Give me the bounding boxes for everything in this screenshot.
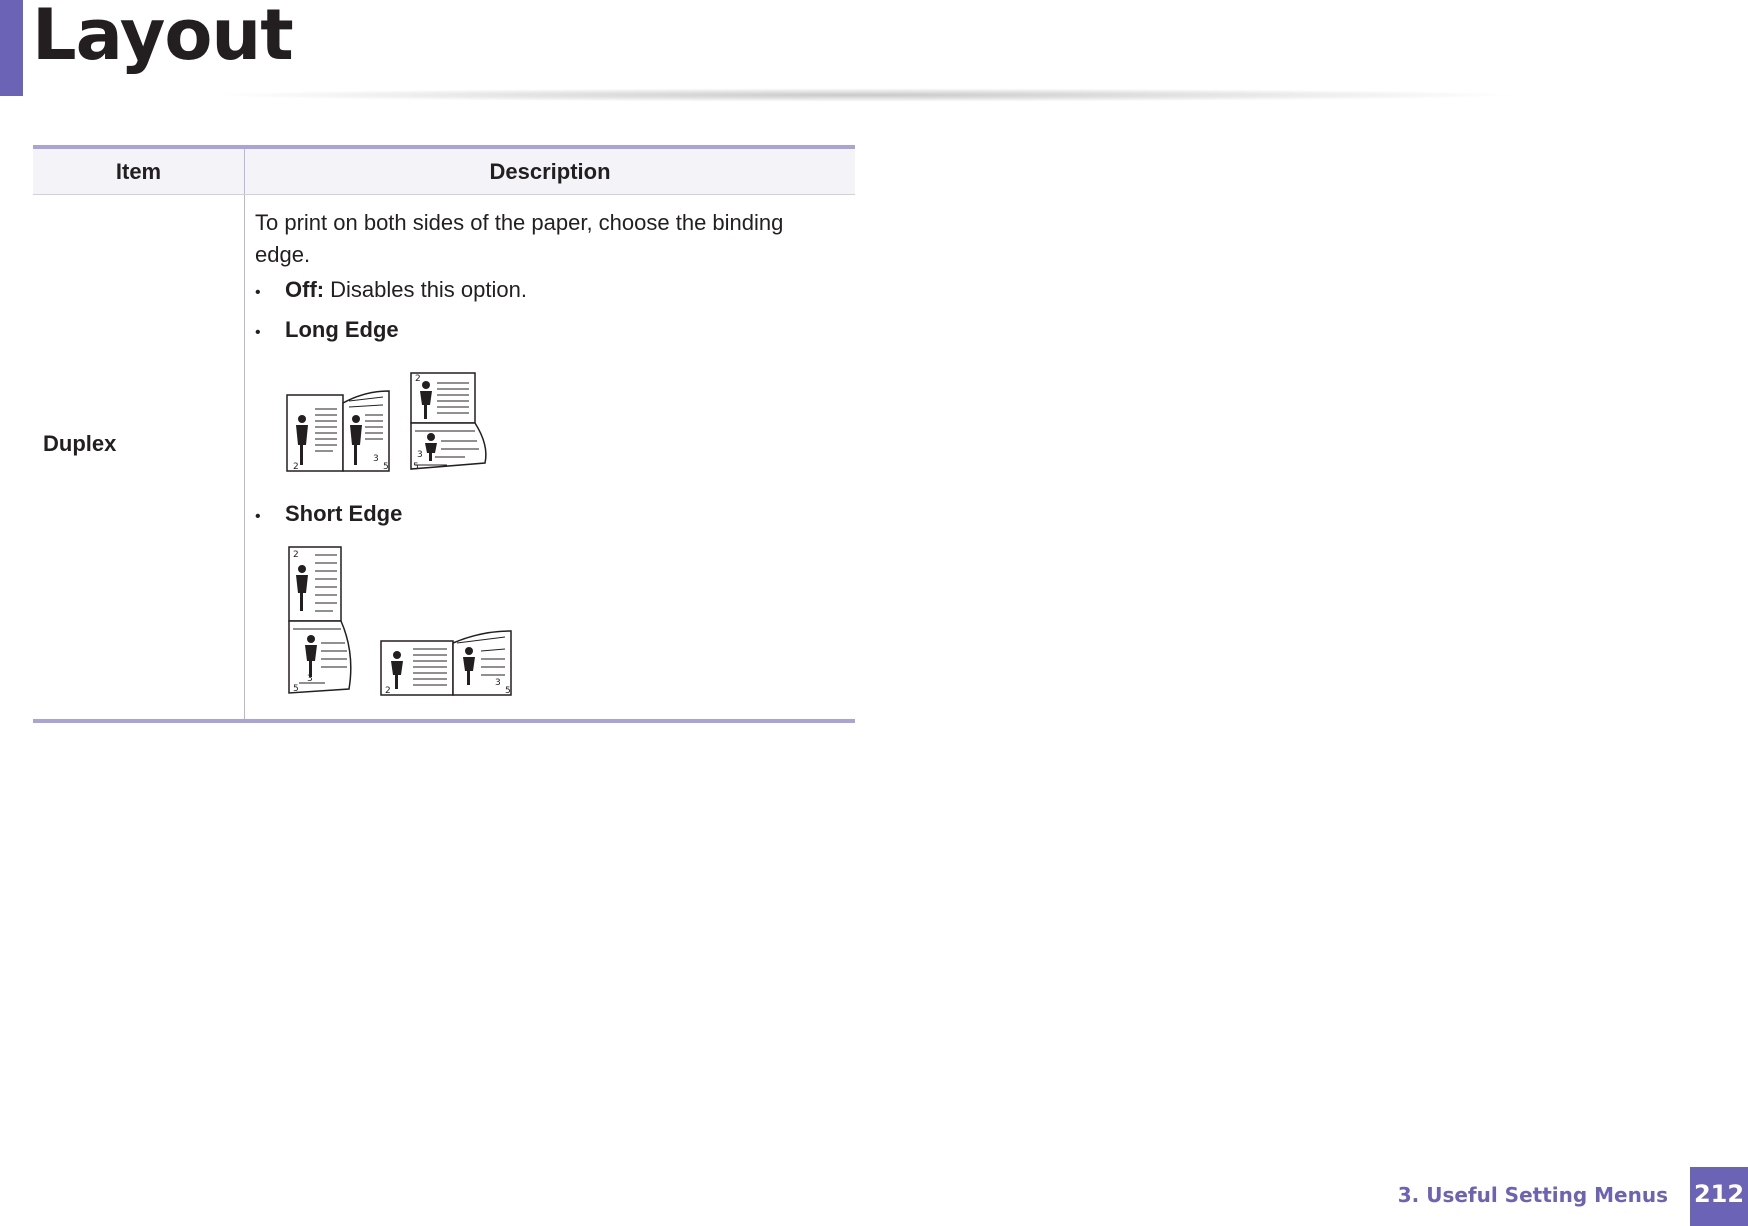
option-short-edge [255, 499, 408, 532]
option-long-edge-label: Long Edge [285, 317, 399, 342]
svg-text:5: 5 [293, 684, 299, 694]
header-description: Description [489, 159, 611, 184]
option-off [255, 275, 527, 308]
option-off-text: Disables this option. [330, 277, 527, 302]
svg-text:3: 3 [417, 450, 423, 460]
svg-text:5: 5 [383, 462, 389, 472]
item-cell [33, 195, 245, 719]
svg-text:3: 3 [373, 454, 379, 464]
svg-text:2: 2 [385, 686, 391, 696]
option-long-edge [255, 315, 405, 348]
long-edge-binding-icon [285, 365, 515, 475]
svg-text:5: 5 [505, 686, 511, 696]
title-divider [28, 86, 1698, 104]
option-short-edge-label: Short Edge [285, 501, 403, 526]
page-title: Layout [32, 0, 293, 76]
page-number-badge: 212 [1690, 1167, 1748, 1226]
option-off-label: Off: [285, 277, 325, 302]
table-bottom-rule [33, 719, 855, 723]
short-edge-binding-icon [285, 543, 545, 703]
svg-text:2: 2 [293, 462, 299, 472]
bullet-icon: • [255, 508, 261, 525]
svg-text:3: 3 [307, 674, 313, 684]
footer-section: 3. Useful Setting Menus [1397, 1183, 1668, 1207]
item-label: Duplex [43, 431, 117, 456]
svg-text:2: 2 [293, 550, 299, 560]
svg-text:5: 5 [413, 462, 419, 472]
header-item: Item [33, 149, 245, 194]
svg-text:3: 3 [495, 678, 501, 688]
table-row [33, 195, 855, 719]
title-accent-bar [0, 0, 23, 96]
table-header [33, 149, 855, 195]
bullet-icon: • [255, 324, 261, 341]
description-intro: To print on both sides of the paper, choose the binding edge. [255, 210, 784, 267]
svg-text:2: 2 [415, 374, 421, 384]
bullet-icon: • [255, 284, 261, 301]
description-cell [245, 195, 855, 719]
settings-table [33, 145, 855, 723]
